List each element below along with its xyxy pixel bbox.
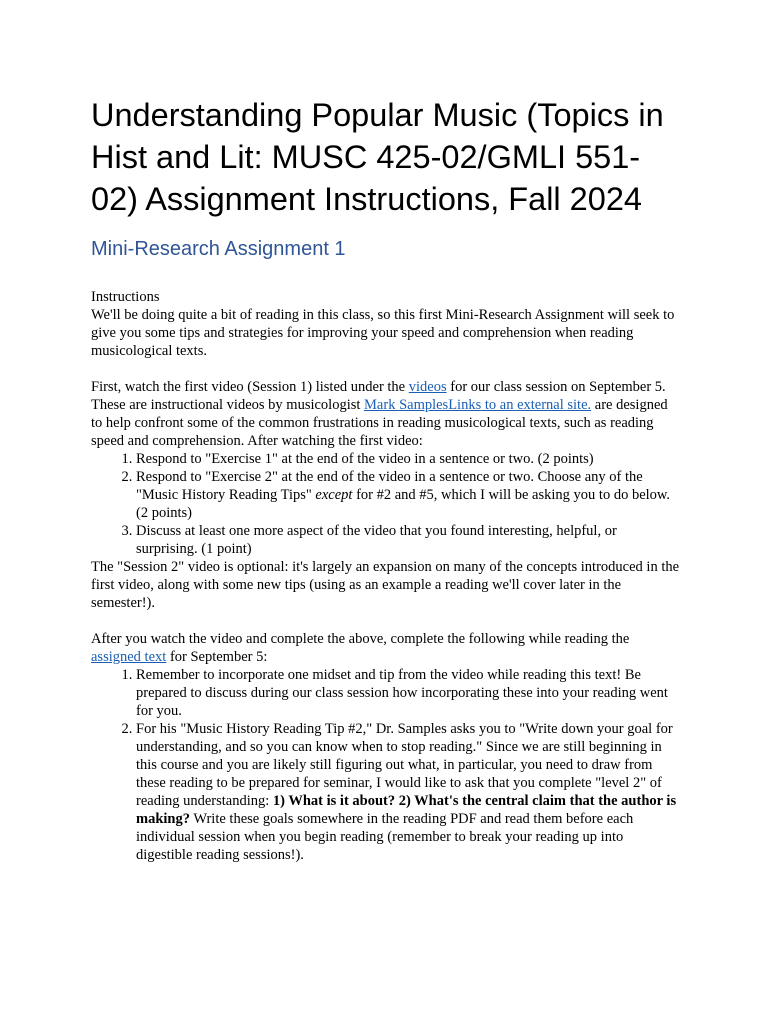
emphasis-text: except <box>315 487 353 503</box>
exercise-list <box>91 450 681 558</box>
list-item: 3. Discuss at least one more aspect of the video that you found interesting, helpful, or surprising. (1 point) <box>136 522 681 558</box>
session2-paragraph: The "Session 2" video is optional: it's largely an expansion on many of the concepts introduced in the first video, along with some new tips (using as an example a reading we'll cover later in the semester!). <box>91 559 680 611</box>
assigned-text-link[interactable]: assigned text <box>91 649 167 665</box>
section-heading: Mini-Research Assignment 1 <box>91 238 346 260</box>
videos-link[interactable]: videos <box>408 379 447 395</box>
assignment-body <box>91 288 681 864</box>
bold-text: 1) What is it about? 2) What's the central claim that the author is making? <box>136 793 677 827</box>
list-item: 1. Remember to incorporate one midset and tip from the video while reading this text! Be prepared to discuss during our class session how incorporating these into your reading went for you. <box>136 666 681 720</box>
reading-list <box>91 666 681 864</box>
list-item-text: for #2 and #5, which I will be asking you to do below. (2 points) <box>136 487 671 521</box>
video-paragraph <box>91 378 681 450</box>
list-item-text: For his "Music History Reading Tip #2," Dr. Samples asks you to "Write down your goal for understanding, and so you can know when to stop reading." Since we are still beginning in this course and you are likely still figuring out what, in particular, you need to draw from these reading to be prepared for seminar, I would like to ask that you complete "level 2" of reading understanding: <box>136 721 673 809</box>
video-paragraph-text-2: for our class session on September 5. These are instructional videos by musicologist <box>91 379 666 413</box>
list-item-text: Write these goals somewhere in the reading PDF and read them before each individual session when you begin reading (remember to break your reading up into digestible reading sessions!). <box>136 811 634 863</box>
document-content <box>91 94 681 864</box>
list-item: 1. Respond to "Exercise 1" at the end of the video in a sentence or two. (2 points) <box>136 450 681 468</box>
video-paragraph-text-1: First, watch the first video (Session 1) listed under the <box>91 379 409 395</box>
spacer <box>91 612 681 630</box>
mark-samples-link[interactable]: Mark SamplesLinks to an external site. <box>364 397 592 413</box>
list-item <box>136 468 681 522</box>
instructions-label: Instructions <box>91 289 160 305</box>
reading-paragraph-text-2: for September 5: <box>166 649 268 665</box>
spacer <box>91 360 681 378</box>
list-item <box>136 720 681 864</box>
reading-paragraph <box>91 630 681 666</box>
reading-paragraph-text-1: After you watch the video and complete the above, complete the following while reading the <box>91 631 630 647</box>
intro-paragraph: We'll be doing quite a bit of reading in this class, so this first Mini-Research Assignment will seek to give you some tips and strategies for improving your speed and comprehension when reading musicological texts. <box>91 307 675 359</box>
page-title: Understanding Popular Music (Topics in Hist and Lit: MUSC 425-02/GMLI 551-02) Assignment Instructions, Fall 2024 <box>91 97 664 217</box>
list-item-text: Respond to "Exercise 2" at the end of the video in a sentence or two. Choose any of the "Music History Reading Tips" <box>136 469 643 503</box>
video-paragraph-text-3: are designed to help confront some of the common frustrations in reading musicological texts, such as reading speed and comprehension. After watching the first video: <box>91 397 668 449</box>
